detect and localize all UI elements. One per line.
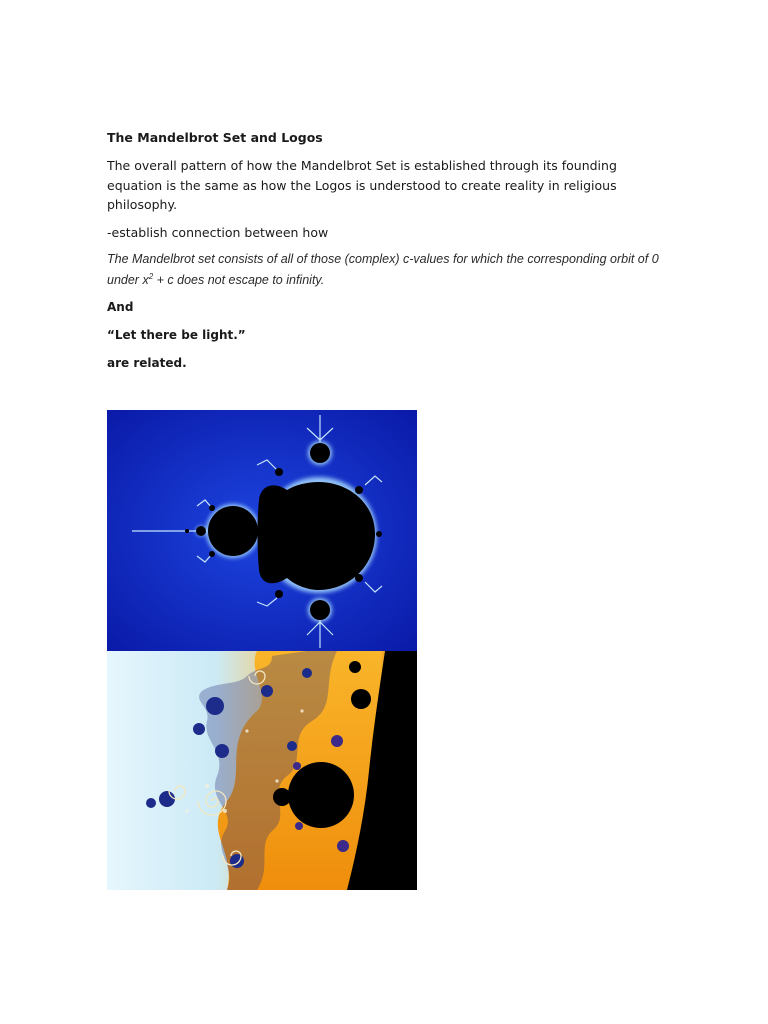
are-related-line: are related. [107, 356, 187, 371]
quote-text-start: The Mandelbrot set consists of all of those (complex) c-values for which the corresponding orbit of 0 under x [107, 252, 659, 288]
mandelbrot-full-image [107, 410, 417, 651]
let-there-be-light-quote: “Let there be light.” [107, 328, 246, 343]
mandelbrot-zoom-image [107, 651, 417, 890]
intro-paragraph: The overall pattern of how the Mandelbrot Set is established through its founding equation is the same as how the Logos is understood to create reality in religious philosophy. [107, 158, 617, 212]
connection-line: -establish connection between how [107, 224, 329, 240]
quote-text-end: + c does not escape to infinity. [153, 273, 325, 288]
document-heading: The Mandelbrot Set and Logos [107, 130, 323, 145]
quote-exponent: 2 [148, 272, 154, 281]
mandelbrot-definition-quote [107, 250, 667, 289]
and-line: And [107, 300, 134, 315]
document-body [107, 128, 667, 382]
